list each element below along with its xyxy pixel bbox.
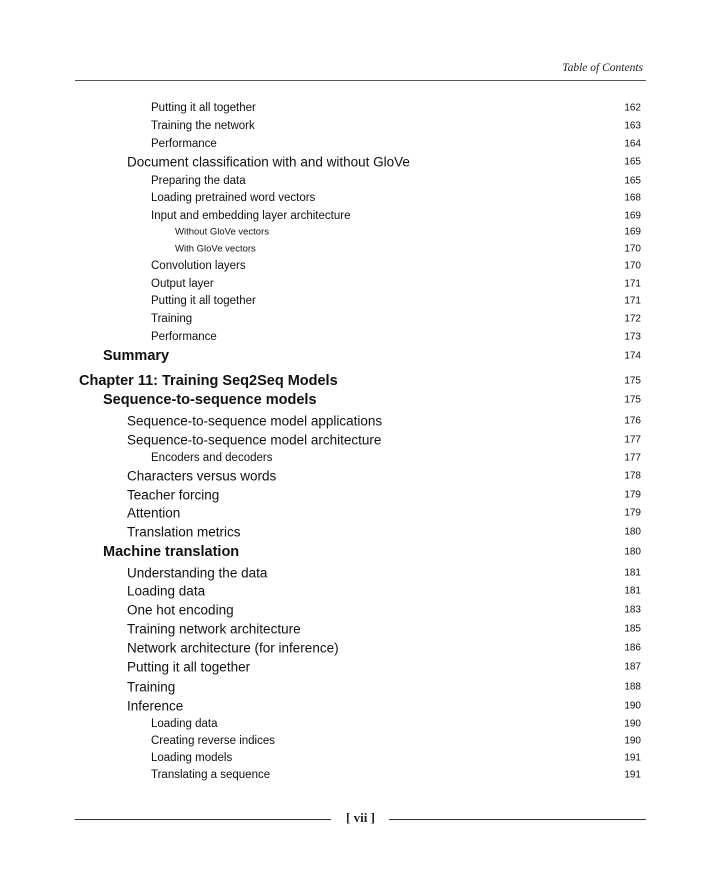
toc-entry-page: 171 (624, 278, 641, 290)
toc-entry-page: 175 (624, 375, 641, 387)
toc-entry[interactable] (0, 582, 721, 600)
toc-entry-title[interactable]: Without GloVe vectors (175, 226, 269, 238)
toc-entry[interactable] (0, 275, 721, 293)
toc-entry[interactable] (0, 328, 721, 346)
toc-entry[interactable] (0, 639, 721, 657)
toc-entry-page: 165 (624, 156, 641, 168)
toc-entry-page: 180 (624, 546, 641, 558)
header-rule (75, 80, 646, 81)
toc-entry-page: 181 (624, 585, 641, 597)
toc-entry-title[interactable]: Performance (151, 138, 217, 150)
toc-entry-title[interactable]: Machine translation (103, 544, 240, 560)
toc-entry-title[interactable]: Chapter 11: Training Seq2Seq Models (79, 373, 338, 389)
toc-entry-title[interactable]: Putting it all together (127, 659, 251, 675)
toc-entry[interactable] (0, 449, 721, 467)
toc-entry[interactable] (0, 240, 721, 258)
toc-entry[interactable] (0, 172, 721, 190)
toc-entry-title[interactable]: Attention (127, 505, 181, 521)
toc-entry-page: 190 (624, 700, 641, 712)
toc-entry-page: 183 (624, 604, 641, 616)
toc-entry[interactable] (0, 749, 721, 767)
toc-entry[interactable] (0, 504, 721, 522)
toc-entry-title[interactable]: Creating reverse indices (151, 735, 276, 747)
toc-entry-page: 165 (624, 175, 641, 187)
toc-entry[interactable] (0, 523, 721, 541)
toc-entry[interactable] (0, 347, 721, 365)
toc-entry-title[interactable]: Training the network (151, 120, 255, 132)
toc-entry-page: 187 (624, 661, 641, 673)
toc-entry[interactable] (0, 117, 721, 135)
toc-entry-title[interactable]: Loading data (127, 583, 206, 599)
toc-entry-title[interactable]: Encoders and decoders (151, 452, 273, 464)
toc-entry-page: 185 (624, 623, 641, 635)
toc-entry-page: 181 (624, 567, 641, 579)
toc-entry[interactable] (0, 412, 721, 430)
toc-entry[interactable] (0, 564, 721, 582)
toc-entry-page: 177 (624, 434, 641, 446)
toc-entry-page: 190 (624, 718, 641, 730)
toc-entry-title[interactable]: Sequence-to-sequence model architecture (127, 432, 382, 448)
toc-entry[interactable] (0, 292, 721, 310)
toc-entry-title[interactable]: Training (151, 313, 193, 325)
toc-entry-page: 163 (624, 120, 641, 132)
toc-entry[interactable] (0, 486, 721, 504)
toc-entry[interactable] (0, 189, 721, 207)
toc-entry[interactable] (0, 766, 721, 784)
toc-entry-page: 186 (624, 642, 641, 654)
toc-entry-page: 170 (624, 243, 641, 255)
toc-entry-page: 188 (624, 681, 641, 693)
toc-entry-title[interactable]: With GloVe vectors (175, 243, 256, 255)
toc-entry[interactable] (0, 391, 721, 409)
footer-rule-right (389, 819, 646, 820)
toc-entry-title[interactable]: Putting it all together (151, 102, 256, 114)
toc-entry-title[interactable]: Loading data (151, 718, 218, 730)
toc-entry-title[interactable]: Training (127, 679, 176, 695)
toc-entry-page: 179 (624, 489, 641, 501)
toc-entry-title[interactable]: Teacher forcing (127, 487, 220, 503)
toc-entry-page: 164 (624, 138, 641, 150)
toc-entry[interactable] (0, 99, 721, 117)
toc-entry-title[interactable]: Putting it all together (151, 295, 256, 307)
page-footer (75, 810, 646, 830)
toc-entry[interactable] (0, 697, 721, 715)
toc-entry-page: 190 (624, 735, 641, 747)
toc-entry[interactable] (0, 715, 721, 733)
toc-entry[interactable] (0, 601, 721, 619)
toc-entry-title[interactable]: Document classification with and without GloVe (127, 154, 410, 170)
toc-entry-title[interactable]: Convolution layers (151, 260, 246, 272)
toc-entry-title[interactable]: One hot encoding (127, 602, 234, 618)
toc-entry-page: 180 (624, 526, 641, 538)
toc-entry[interactable] (0, 620, 721, 638)
toc-entry[interactable] (0, 257, 721, 275)
toc-entry[interactable] (0, 223, 721, 241)
toc-entry-page: 169 (624, 226, 641, 238)
toc-entry-title[interactable]: Output layer (151, 278, 214, 290)
toc-entry-title[interactable]: Sequence-to-sequence model applications (127, 413, 383, 429)
toc-entry-title[interactable]: Sequence-to-sequence models (103, 392, 317, 408)
toc-entry-page: 174 (624, 350, 641, 362)
toc-entry-title[interactable]: Characters versus words (127, 468, 277, 484)
toc-entry[interactable] (0, 310, 721, 328)
toc-entry-page: 173 (624, 331, 641, 343)
toc-entry-page: 168 (624, 192, 641, 204)
toc-entry-title[interactable]: Inference (127, 698, 184, 714)
toc-entry-page: 176 (624, 415, 641, 427)
toc-entry[interactable] (0, 431, 721, 449)
running-header-title: Table of Contents (562, 62, 643, 74)
page-number: [ vii ] (346, 810, 375, 825)
toc-entry-page: 175 (624, 394, 641, 406)
toc-entry[interactable] (0, 678, 721, 696)
toc-entry-title[interactable]: Understanding the data (127, 565, 268, 581)
toc-entry-title[interactable]: Input and embedding layer architecture (151, 210, 351, 222)
toc-entry[interactable] (0, 732, 721, 750)
toc-entry-page: 162 (624, 102, 641, 114)
toc-entry-title[interactable]: Loading models (151, 752, 233, 764)
toc-entry-title[interactable]: Summary (103, 348, 170, 364)
toc-entry-page: 170 (624, 260, 641, 272)
toc-entry[interactable] (0, 467, 721, 485)
toc-entry-page: 178 (624, 470, 641, 482)
toc-entry[interactable] (0, 153, 721, 171)
toc-entry-title[interactable]: Performance (151, 331, 217, 343)
toc-entry[interactable] (0, 135, 721, 153)
toc-entry-title[interactable]: Translating a sequence (151, 769, 271, 781)
toc-entry[interactable] (0, 658, 721, 676)
toc-entry-title[interactable]: Training network architecture (127, 621, 301, 637)
toc-entry[interactable] (0, 543, 721, 561)
toc-entry-page: 171 (624, 295, 641, 307)
toc-entry-page: 169 (624, 210, 641, 222)
toc-entry-title[interactable]: Network architecture (for inference) (127, 640, 339, 656)
toc-entry-page: 179 (624, 507, 641, 519)
toc-entry-page: 172 (624, 313, 641, 325)
toc-entry-page: 191 (624, 752, 641, 764)
toc-entry-title[interactable]: Translation metrics (127, 524, 241, 540)
toc-entry-title[interactable]: Preparing the data (151, 175, 246, 187)
toc-entry-title[interactable]: Loading pretrained word vectors (151, 192, 316, 204)
toc-entry-page: 177 (624, 452, 641, 464)
toc-entry-page: 191 (624, 769, 641, 781)
toc-chapter-entry[interactable] (0, 372, 721, 390)
